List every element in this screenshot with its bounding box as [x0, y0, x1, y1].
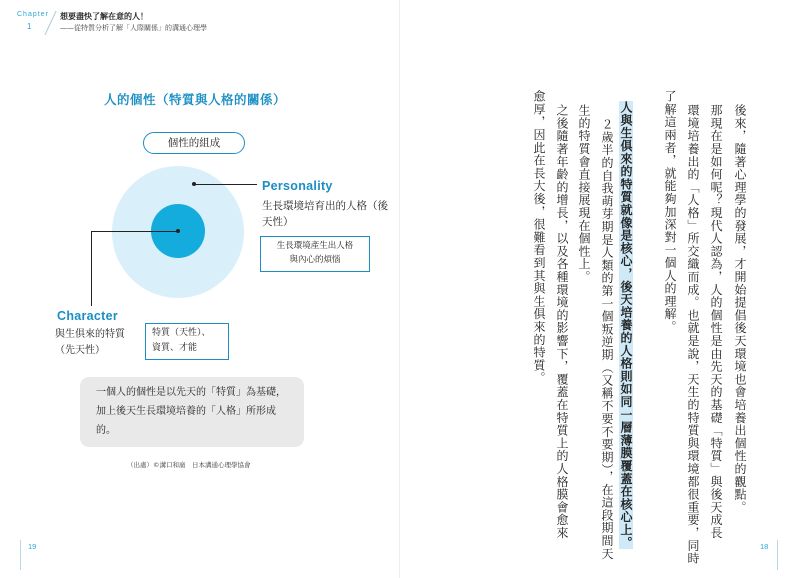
character-pointer-line-vertical [91, 231, 92, 306]
character-box-line: 資質、才能 [152, 343, 198, 353]
character-title: Character [57, 309, 119, 323]
personality-detail-box [260, 236, 370, 272]
text-column: 愈厚，因此在長大後，很難看到其與生俱來的特質。 [532, 90, 546, 385]
chapter-heading: 想要盡快了解在意的人！ [60, 12, 148, 21]
summary-text: 一個人的個性是以先天的「特質」為基礎，加上後天生長環境培養的「人格」所形成的。 [96, 387, 286, 436]
character-desc-line: 與生俱來的特質 [55, 329, 125, 340]
text-column: 後來，隨著心理學的發展，才開始提倡後天環境也會培養出個性的觀點。 [733, 104, 747, 514]
figure-title: 人的個性（特質與人格的關係） [104, 92, 287, 107]
personality-pointer-line [195, 184, 257, 185]
composition-label: 個性的組成 [143, 132, 245, 154]
text-column: 了解這兩者，就能夠加深對一個人的理解。 [663, 90, 677, 334]
text-column: 之後隨著年齡的增長，以及各種環境的影響下，覆蓋在特質上的人格膜會愈來 [555, 104, 569, 540]
chapter-label: Chapter [17, 11, 49, 18]
right-page-number: 18 [760, 542, 769, 551]
character-box-line: 特質（天性）、 [152, 328, 211, 338]
character-description [55, 327, 145, 359]
text-column: ２歲半的自我萌芽期是人類的第一個叛逆期（又稱不要不要期），在這段期間天 [600, 118, 614, 560]
personality-box-line: 生長環境產生出人格 [276, 241, 354, 251]
chapter-subheading: ——從特質分析了解「人際關係」的溝通心理學 [60, 24, 207, 32]
personality-title: Personality [262, 179, 333, 193]
right-page-bar [777, 540, 778, 570]
emphasis-column: 人與生俱來的特質就像是核心，後天培養的人格則如同一層薄膜覆蓋在核心上。 [619, 101, 633, 549]
personality-description: 生長環境培育出的人格（後天性） [262, 200, 388, 228]
text-column: 環境培養出的「人格」所交織而成。也就是說，天生的特質與環境都很重要，同時 [686, 104, 700, 565]
figure-source: （出處）©溝口和廣 日本溝通心理學協會 [127, 461, 251, 469]
text-column: 那現在是如何呢？現代人認為，人的個性是由先天的基礎「特質」與後天成長 [709, 104, 723, 540]
page-spine [399, 0, 400, 578]
character-pointer-line [91, 231, 177, 232]
chapter-number: 1 [27, 22, 32, 31]
text-column: 生的特質會直接展現在個性上。 [577, 104, 591, 284]
left-page-number: 19 [28, 542, 37, 551]
personality-box-line: 與內心的煩惱 [289, 255, 341, 265]
character-desc-line: （先天性） [55, 345, 105, 356]
left-page-bar [20, 540, 21, 570]
character-detail-box [145, 323, 229, 360]
